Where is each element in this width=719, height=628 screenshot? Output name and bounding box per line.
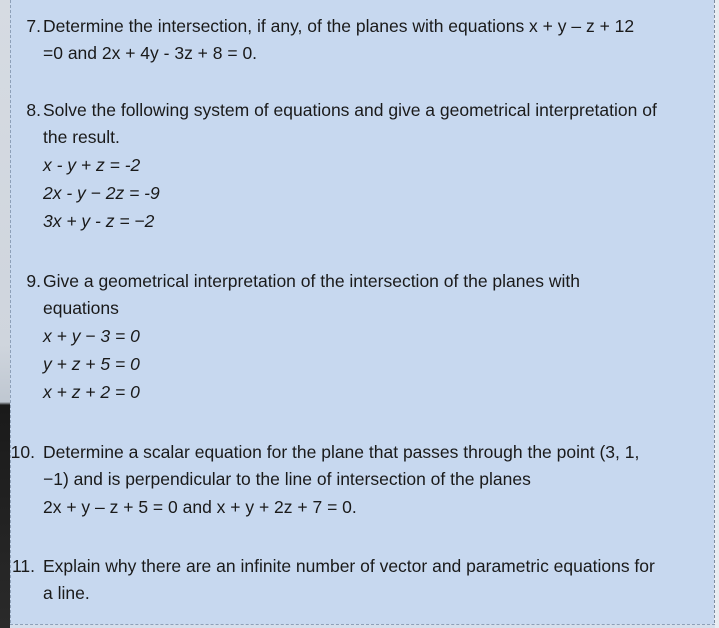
problem-text-line: 2x + y – z + 5 = 0 and x + y + 2z + 7 = 0. [43, 497, 357, 517]
page-edge-bottom [10, 624, 715, 628]
photo-edge-left [0, 0, 10, 628]
equation-line: x + z + 2 = 0 [43, 382, 140, 402]
problem-text-line: Explain why there are an infinite number of vector and parametric equations for [43, 556, 655, 576]
problem-number: 8. [26, 100, 41, 120]
problem-text-line: −1) and is perpendicular to the line of intersection of the planes [43, 469, 531, 489]
problem-text-line: the result. [43, 127, 120, 147]
problem-number: 9. [26, 271, 41, 291]
equation-line: 3x + y - z = −2 [43, 211, 155, 231]
problem-text-line: equations [43, 298, 119, 318]
problem-text-line: a line. [43, 583, 90, 603]
problem-text-line: =0 and 2x + 4y - 3z + 8 = 0. [43, 43, 258, 63]
equation-line: 2x - y − 2z = -9 [43, 183, 160, 203]
problem-text-line: Solve the following system of equations and give a geometrical interpretation of [43, 100, 657, 120]
page-edge-right [714, 0, 719, 628]
equation-line: x + y − 3 = 0 [43, 326, 140, 346]
equation-line: x - y + z = -2 [43, 155, 141, 175]
problem-number: 7. [26, 16, 41, 36]
worksheet-page [10, 0, 716, 628]
problem-text-line: Give a geometrical interpretation of the intersection of the planes with [43, 271, 580, 291]
problem-number: 11. [11, 556, 35, 576]
problem-number: 10. [10, 442, 35, 462]
problem-text-line: Determine a scalar equation for the plane that passes through the point (3, 1, [43, 442, 640, 462]
equation-line: y + z + 5 = 0 [43, 354, 140, 374]
problem-text-line: Determine the intersection, if any, of the planes with equations x + y – z + 12 [43, 16, 635, 36]
